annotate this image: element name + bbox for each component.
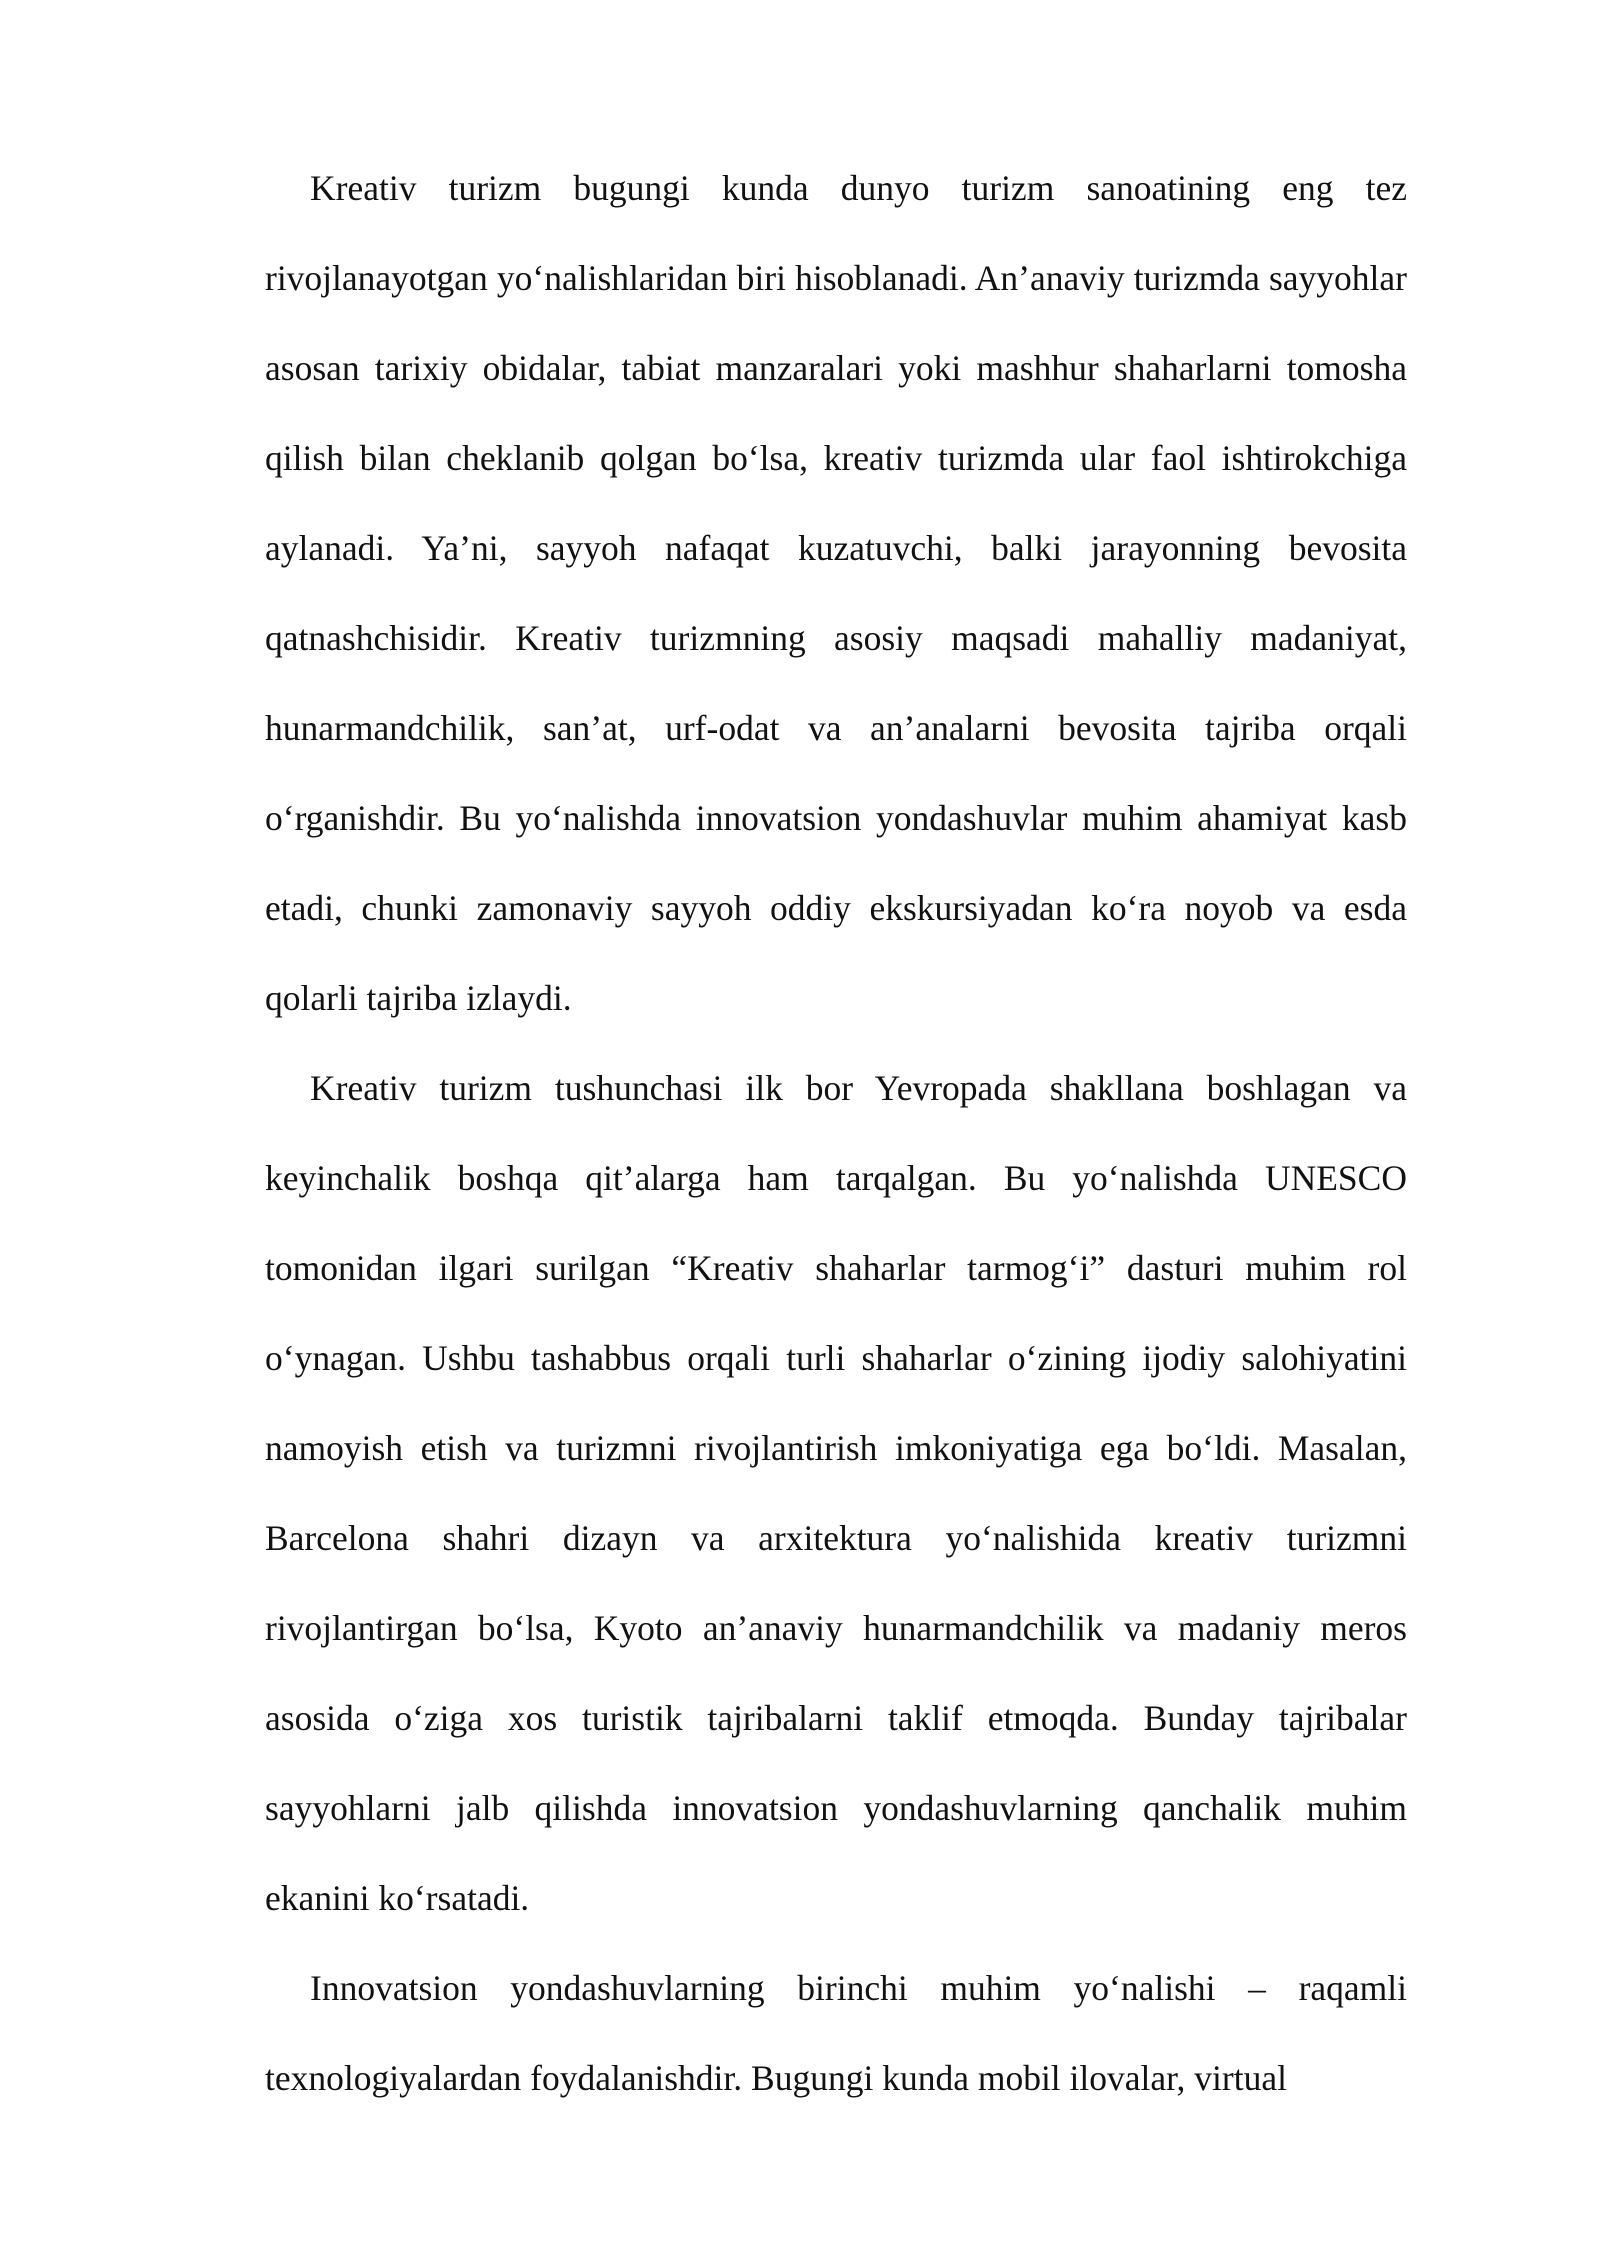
paragraph-creative-tourism-intro: Kreativ turizm bugungi kunda dunyo turizm sanoatining eng tez rivojlanayotgan yo‘nalishlaridan biri hisoblanadi. An’anaviy turizmda sayyohlar asosan tarixiy obidalar, tabiat manzaralari yoki mashhur shaharlarni tomosha qilish bilan cheklanib qolgan bo‘lsa, kreativ turizmda ular faol ishtirokchiga aylanadi. Ya’ni, sayyoh nafaqat kuzatuvchi, balki jarayonning bevosita qatnashchisidir. Kreativ turizmning asosiy maqsadi mahalliy madaniyat, hunarmandchilik, san’at, urf-odat va an’analarni bevosita tajriba orqali o‘rganishdir. Bu yo‘nalishda innovatsion yondashuvlar muhim ahamiyat kasb etadi, chunki zamonaviy sayyoh oddiy ekskursiyadan ko‘ra noyob va esda qolarli tajriba izlaydi.: [265, 168, 1407, 1018]
paragraph-creative-tourism-origins: Kreativ turizm tushunchasi ilk bor Yevropada shakllana boshlagan va keyinchalik boshqa qit’alarga ham tarqalgan. Bu yo‘nalishda UNESCO tomonidan ilgari surilgan “Kreativ shaharlar tarmog‘i” dasturi muhim rol o‘ynagan. Ushbu tashabbus orqali turli shaharlar o‘zining ijodiy salohiyatini namoyish etish va turizmni rivojlantirish imkoniyatiga ega bo‘ldi. Masalan, Barcelona shahri dizayn va arxitektura yo‘nalishida kreativ turizmni rivojlantirgan bo‘lsa, Kyoto an’anaviy hunarmandchilik va madaniy meros asosida o‘ziga xos turistik tajribalarni taklif etmoqda. Bunday tajribalar sayyohlarni jalb qilishda innovatsion yondashuvlarning qanchalik muhim ekanini ko‘rsatadi.: [265, 1068, 1407, 1918]
document-body: [265, 143, 1407, 2123]
paragraph-innovative-approaches: Innovatsion yondashuvlarning birinchi muhim yo‘nalishi – raqamli texnologiyalardan foydalanishdir. Bugungi kunda mobil ilovalar, virtual: [265, 1968, 1407, 2098]
